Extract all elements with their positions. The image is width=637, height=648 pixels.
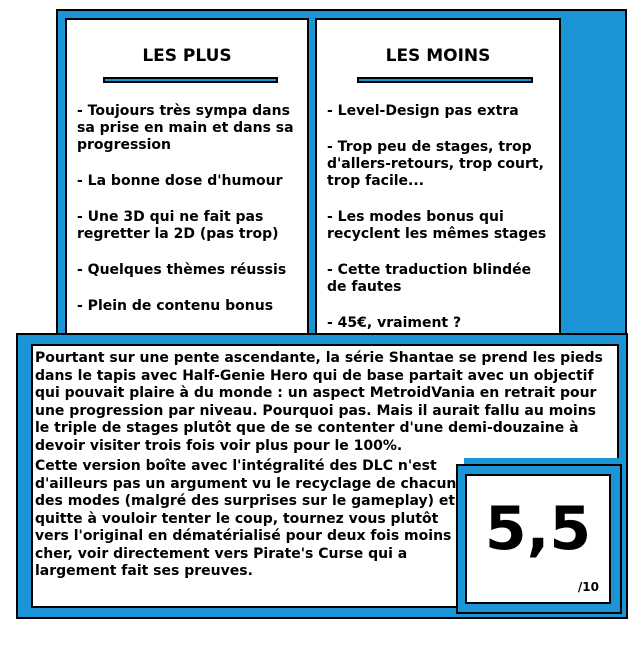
cons-list bbox=[327, 103, 553, 351]
score-box bbox=[465, 474, 611, 604]
cons-item: - Cette traduction blindée de fautes bbox=[327, 262, 532, 295]
review-frame bbox=[16, 333, 628, 619]
review-text-box-lower bbox=[31, 456, 464, 608]
pros-title-underline bbox=[103, 77, 278, 83]
review-paragraph-1: Pourtant sur une pente ascendante, la série Shantae se prend les pieds dans le tapis avec Half-Genie Hero qui de base partait avec un objectif qui pouvait plaire à du monde : un aspect MetroidVania en retrait pour une progression par niveau. Pourquoi pas. Mais il aurait fallu au moins le triple de stages plutôt que de se contenter d'une demi-douzaine à devoir visiter trois fois voir plus pour le 100%. bbox=[35, 350, 603, 454]
pros-column bbox=[65, 18, 309, 336]
pros-item: - Une 3D qui ne fait pas regretter la 2D (pas trop) bbox=[77, 209, 279, 242]
cons-title: LES MOINS bbox=[385, 46, 491, 66]
pros-item: - Quelques thèmes réussis bbox=[77, 262, 287, 278]
cons-column bbox=[315, 18, 561, 336]
score-frame bbox=[456, 464, 622, 614]
pros-list bbox=[77, 103, 301, 334]
cons-title-underline bbox=[357, 77, 533, 83]
cons-item: - Les modes bonus qui recyclent les mêmes stages bbox=[327, 209, 547, 242]
score-max: /10 bbox=[577, 580, 599, 594]
score-value: 5,5 bbox=[484, 494, 592, 564]
pros-cons-frame bbox=[56, 9, 627, 339]
pros-item: - Plein de contenu bonus bbox=[77, 298, 274, 314]
cons-item: - Level-Design pas extra bbox=[327, 103, 519, 119]
cons-item: - Trop peu de stages, trop d'allers-retours, trop court, trop facile... bbox=[327, 139, 544, 189]
pros-item: - Toujours très sympa dans sa prise en main et dans sa progression bbox=[77, 103, 294, 153]
review-text-box bbox=[31, 344, 619, 458]
pros-title: LES PLUS bbox=[142, 46, 232, 66]
pros-item: - La bonne dose d'humour bbox=[77, 173, 283, 189]
review-paragraph-2: Cette version boîte avec l'intégralité des DLC n'est d'ailleurs pas un argument vu le recyclage de chacun des modes (malgré des surprises sur le gameplay) et quitte à vouloir tenter le coup, tournez vous plutôt vers l'original en dématérialisé pour deux fois moins cher, voir directement vers Pirate's Curse qui a largement fait ses preuves. bbox=[35, 458, 457, 579]
cons-item: - 45€, vraiment ? bbox=[327, 315, 462, 331]
